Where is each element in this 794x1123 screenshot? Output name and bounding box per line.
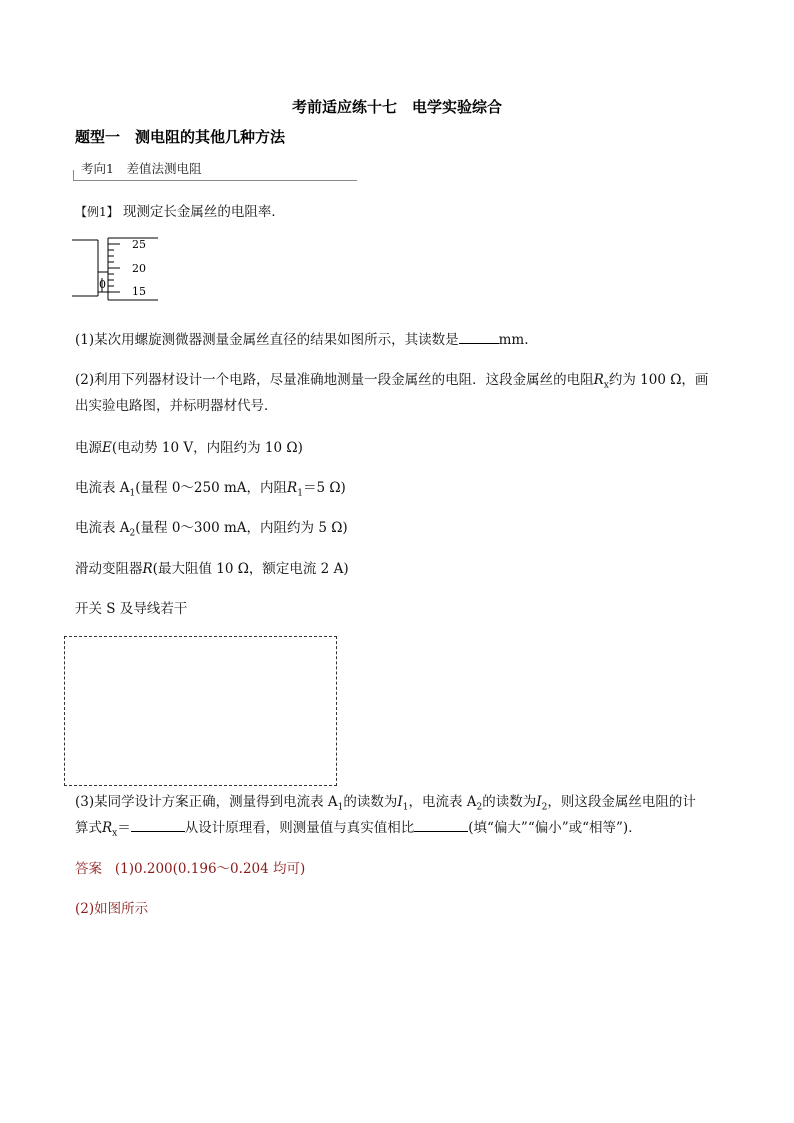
var-i2: I xyxy=(536,794,542,810)
question-3-line-2 xyxy=(75,816,642,839)
comparison-blank[interactable] xyxy=(414,817,468,832)
rx-blank[interactable] xyxy=(131,817,185,832)
q3-text-c: ，电流表 A xyxy=(408,794,477,810)
topic-tag xyxy=(73,158,357,181)
q1-unit: mm. xyxy=(498,332,529,348)
topic-tag-label: 考向1 差值法测电阻 xyxy=(81,161,202,176)
answer-line-1 xyxy=(75,857,305,877)
sub-2: 2 xyxy=(129,528,136,539)
page-title: 考前适应练十七 电学实验综合 xyxy=(291,98,502,116)
example-text: 现测定长金属丝的电阻率． xyxy=(122,204,285,220)
question-3-line-1 xyxy=(75,790,696,813)
eq1-spec: (电动势 10 V，内阻约为 10 Ω) xyxy=(111,440,303,456)
q3-text-d: 的读数为 xyxy=(482,794,537,810)
sub-i2: 2 xyxy=(541,802,548,813)
var-rx: R xyxy=(102,820,113,836)
question-1 xyxy=(75,328,529,348)
eq3-spec: (量程 0～300 mA，内阻约为 5 Ω) xyxy=(135,520,348,536)
equals-sign: ＝ xyxy=(117,820,131,836)
q3-text-b: 的读数为 xyxy=(343,794,398,810)
sub-x: x xyxy=(112,828,118,839)
eq4-text: 滑动变阻器 xyxy=(75,561,143,577)
q1-text: (1)某次用螺旋测微器测量金属丝直径的结果如图所示，其读数是 xyxy=(75,332,459,348)
equipment-ammeter-2 xyxy=(75,516,348,539)
sub-i1: 1 xyxy=(402,802,409,813)
q3-text: (3)某同学设计方案正确，测量得到电流表 A xyxy=(75,794,338,810)
example-label: 【例1】 xyxy=(75,205,119,219)
tick-label: 25 xyxy=(132,238,146,251)
var-r1: R xyxy=(287,480,298,496)
var-r: R xyxy=(142,561,153,577)
tick-label: 20 xyxy=(132,262,146,275)
sub-1: 1 xyxy=(129,488,136,499)
q2-text: (2)利用下列器材设计一个电路，尽量准确地测量一段金属丝的电阻．这段金属丝的电阻 xyxy=(75,372,594,388)
eq4-spec: (最大阻值 10 Ω，额定电流 2 A) xyxy=(152,561,349,577)
equipment-ammeter-1 xyxy=(75,476,346,499)
q3-line2-text-c: 从设计原理看，则测量值与真实值相比 xyxy=(184,820,415,836)
circuit-drawing-box[interactable] xyxy=(64,636,337,786)
q1-blank[interactable] xyxy=(459,329,499,344)
question-2-line-2: 出实验电路图，并标明器材代号． xyxy=(75,398,278,414)
eq2-spec: (量程 0～250 mA，内阻 xyxy=(135,480,288,496)
eq2-value: ＝5 Ω) xyxy=(302,480,346,496)
sub-1b: 1 xyxy=(297,488,303,499)
q3-text-e: ，则这段金属丝电阻的计 xyxy=(547,794,696,810)
var-e: E xyxy=(102,440,112,456)
question-2-line-1 xyxy=(75,368,708,391)
q3-line2-text: 算式 xyxy=(75,820,102,836)
sub-1: 1 xyxy=(337,802,344,813)
answer-line-2: (2)如图所示 xyxy=(75,901,149,917)
example-line xyxy=(75,200,285,220)
eq1-text: 电源 xyxy=(75,440,102,456)
var-i1: I xyxy=(397,794,403,810)
tag-divider xyxy=(73,170,77,180)
equipment-switch: 开关 S 及导线若干 xyxy=(75,601,188,617)
section-heading: 题型一 测电阻的其他几种方法 xyxy=(75,128,286,146)
sub-2: 2 xyxy=(476,802,483,813)
eq3-text: 电流表 A xyxy=(75,520,130,536)
tick-label: 15 xyxy=(132,285,146,298)
eq2-text: 电流表 A xyxy=(75,480,130,496)
q2-text-b: 约为 100 Ω，画 xyxy=(608,372,709,388)
equipment-rheostat xyxy=(75,557,349,577)
micrometer-figure xyxy=(68,236,164,304)
q3-line2-text-d: (填“偏大”“偏小”或“相等”)． xyxy=(468,820,642,836)
sub-x: x xyxy=(603,380,609,391)
zero-label: 0 xyxy=(99,278,106,291)
answer-1: (1)0.200(0.196～0.204 均可) xyxy=(114,861,306,877)
equipment-source xyxy=(75,436,303,456)
var-r: R xyxy=(593,372,604,388)
answer-label: 答案 xyxy=(75,861,102,877)
